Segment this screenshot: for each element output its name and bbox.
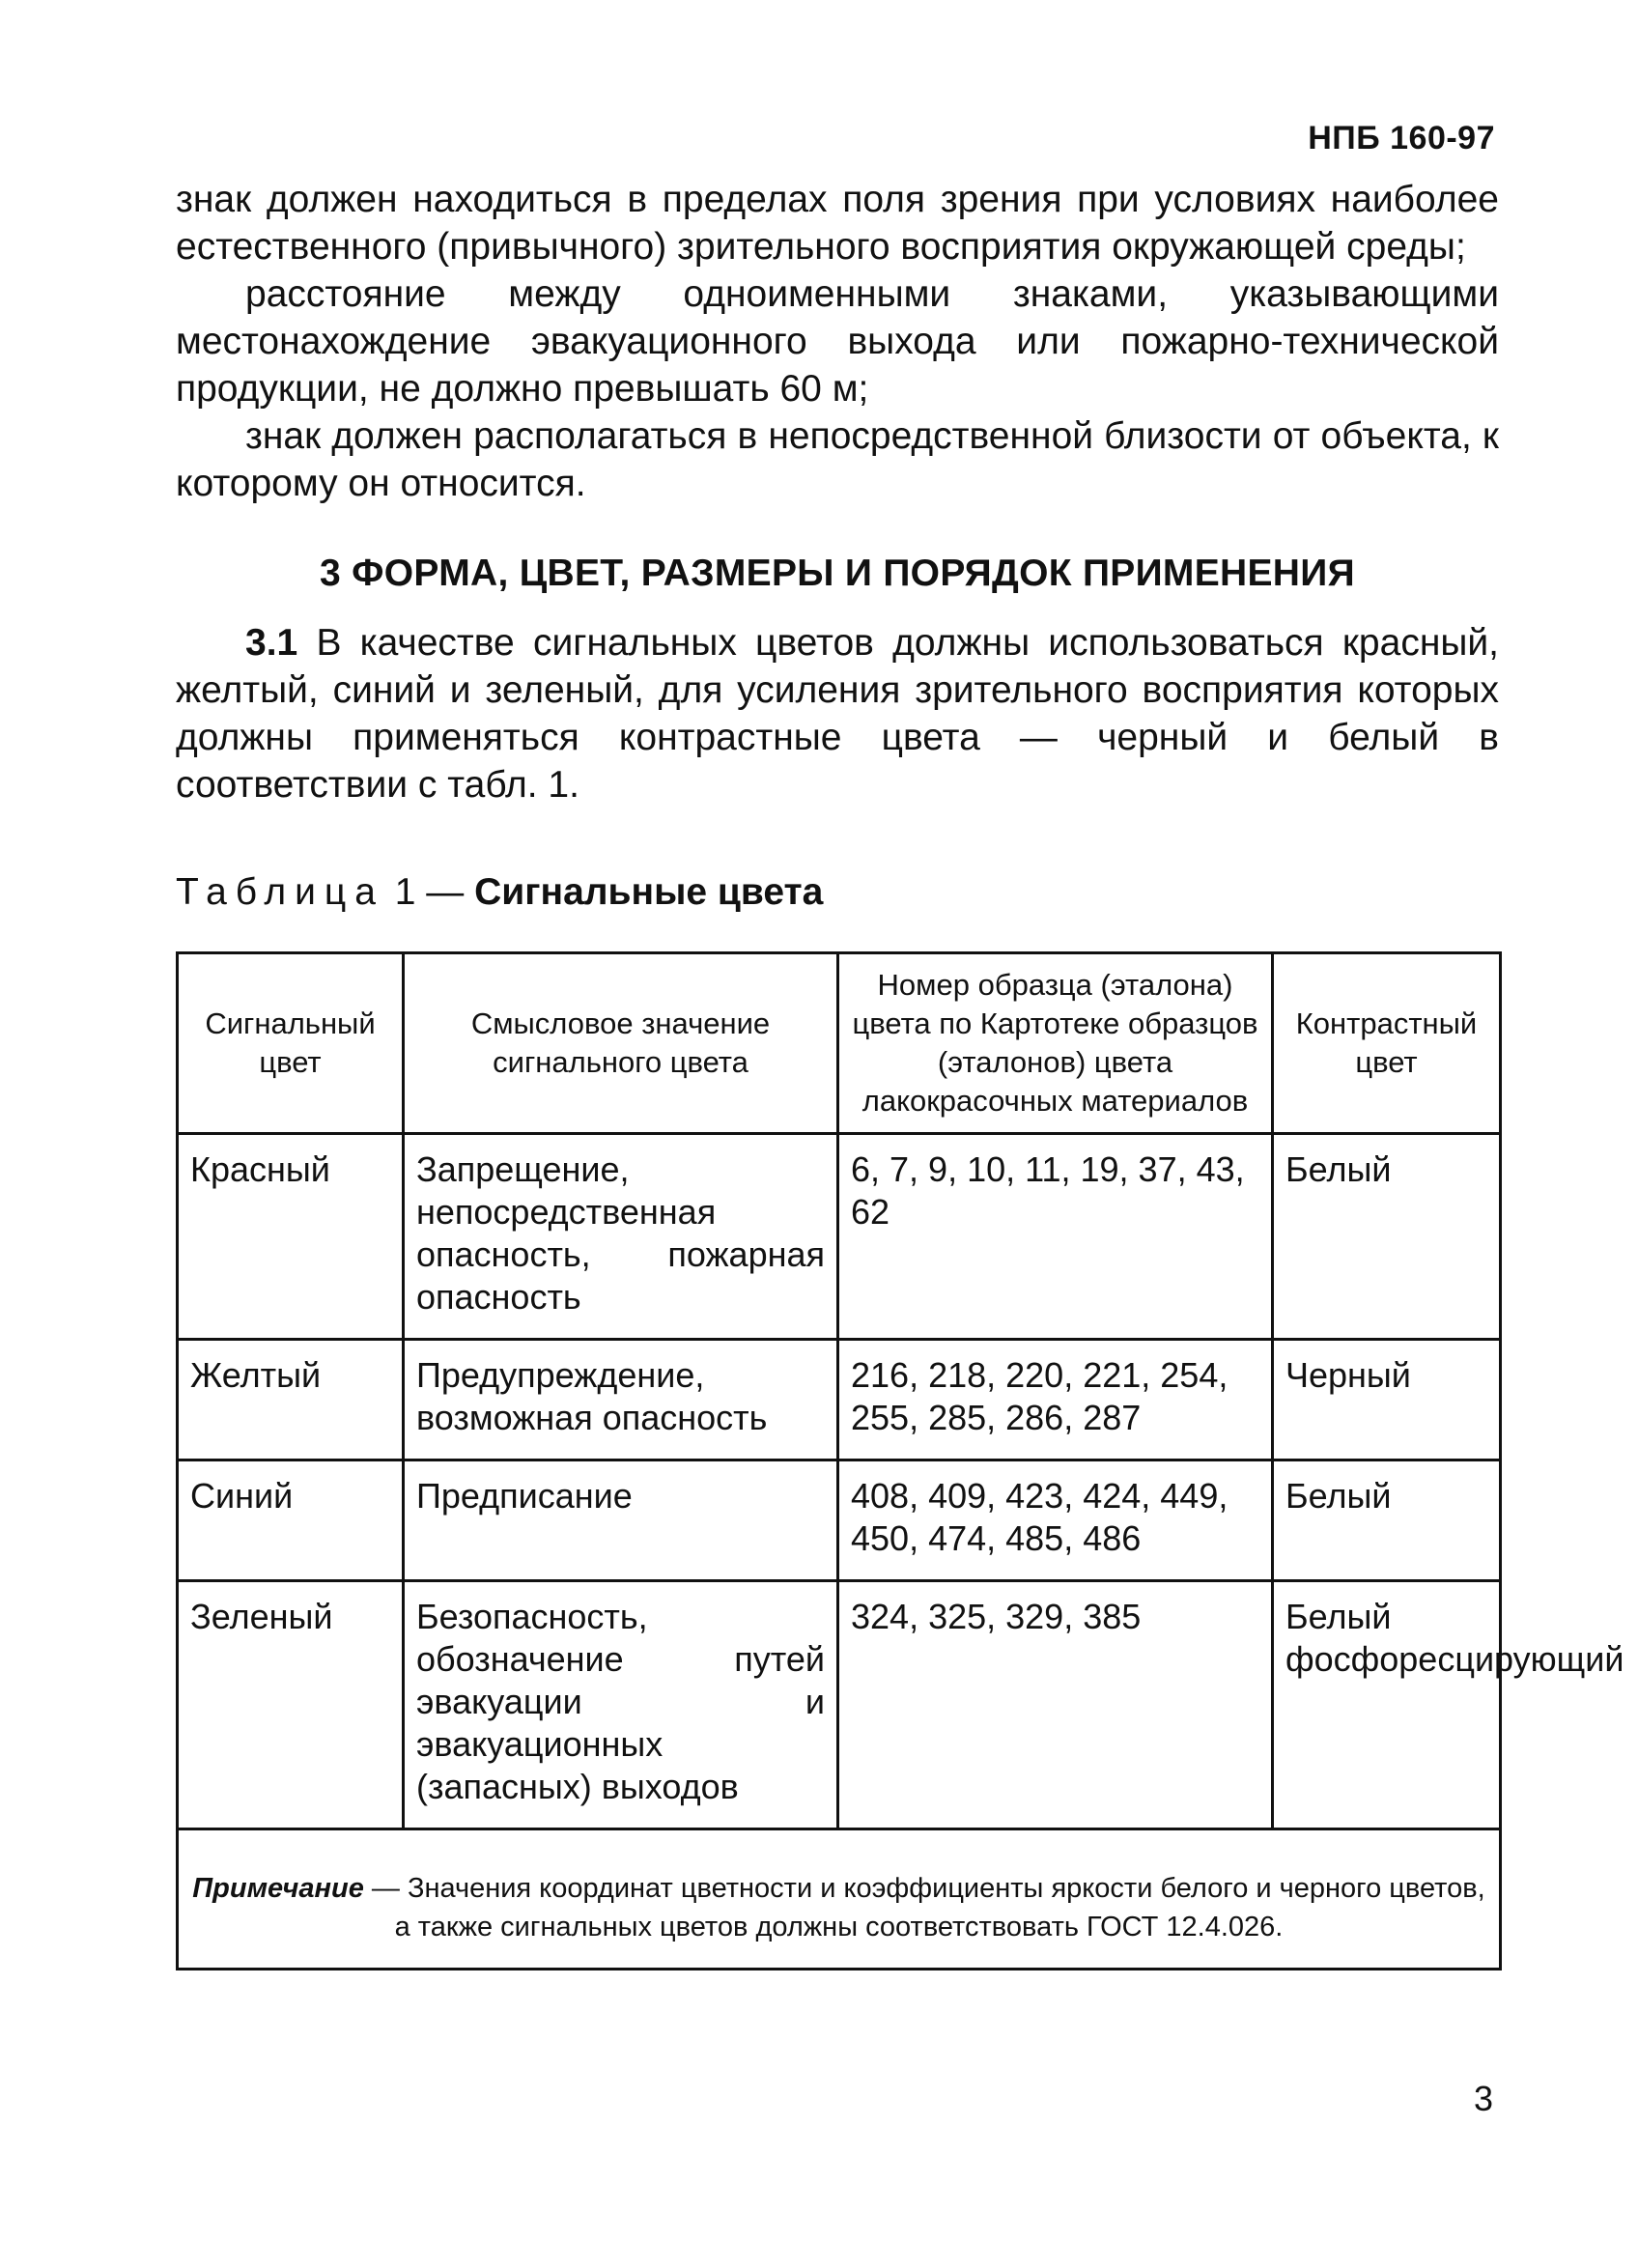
cell-contrast-color: Белый <box>1273 1460 1501 1581</box>
note-text: — Значения координат цветности и коэффициенты яркости белого и черного цветов, а также сигнальных цветов должны соответствовать ГОСТ 12.4.026. <box>371 1873 1485 1942</box>
cell-signal-color: Красный <box>178 1134 404 1340</box>
table-caption-label: Таблица <box>176 871 384 913</box>
cell-sample-numbers: 216, 218, 220, 221, 254, 255, 285, 286, 287 <box>838 1340 1273 1460</box>
cell-sample-numbers: 408, 409, 423, 424, 449, 450, 474, 485, 486 <box>838 1460 1273 1581</box>
table-caption-number: 1 — <box>394 871 465 913</box>
cell-sample-numbers: 6, 7, 9, 10, 11, 19, 37, 43, 62 <box>838 1134 1273 1340</box>
table-row <box>178 1581 1501 1829</box>
signal-colors-table <box>176 951 1624 1970</box>
cell-contrast-color: Белый <box>1273 1134 1501 1340</box>
cell-meaning: Запрещение, непосредственная опасность, пожарная опасность <box>404 1134 838 1340</box>
cell-signal-color: Желтый <box>178 1340 404 1460</box>
cell-contrast-color: Белый фосфоресцирующий <box>1273 1581 1501 1829</box>
intro-paragraph-2: расстояние между одноименными знаками, указывающими местонахождение эвакуационного выхода или пожарно-технической продукции, не должно превышать 60 м; <box>176 273 1499 410</box>
table-note <box>178 1829 1501 1970</box>
table-header-row <box>178 953 1501 1134</box>
section-title: 3 ФОРМА, ЦВЕТ, РАЗМЕРЫ И ПОРЯДОК ПРИМЕНЕНИЯ <box>320 553 1355 594</box>
header-meaning: Смысловое значение сигнального цвета <box>404 953 838 1134</box>
paragraph-3-1 <box>176 619 1499 808</box>
table-note-row <box>178 1829 1501 1970</box>
table-caption <box>176 868 1499 917</box>
page-content <box>176 176 1624 1970</box>
header-sample-number: Номер образца (эталона) цвета по Картотеке образцов (эталонов) цвета лакокрасочных материалов <box>838 953 1273 1134</box>
cell-meaning: Предписание <box>404 1460 838 1581</box>
cell-sample-numbers: 324, 325, 329, 385 <box>838 1581 1273 1829</box>
note-label: Примечание <box>192 1873 364 1904</box>
header-signal-color: Сигнальный цвет <box>178 953 404 1134</box>
intro-paragraph-3: знак должен располагаться в непосредственной близости от объекта, к которому он относится. <box>176 415 1499 504</box>
paragraph-text: В качестве сигнальных цветов должны использоваться красный, желтый, синий и зеленый, для усиления зрительного восприятия которых должны применяться контрастные цвета — черный и белый в соответствии с табл. 1. <box>176 622 1500 806</box>
paragraph-number: 3.1 <box>245 622 298 664</box>
table-row <box>178 1340 1501 1460</box>
cell-signal-color: Синий <box>178 1460 404 1581</box>
intro-paragraph-1: знак должен находиться в пределах поля зрения при условиях наиболее естественного (привычного) зрительного восприятия окружающей среды; <box>176 179 1499 268</box>
document-code: НПБ 160-97 <box>1308 120 1495 156</box>
table-row <box>178 1134 1501 1340</box>
header-contrast-color: Контрастный цвет <box>1273 953 1501 1134</box>
table-row <box>178 1460 1501 1581</box>
intro-text <box>176 176 1499 507</box>
cell-signal-color: Зеленый <box>178 1581 404 1829</box>
page-number: 3 <box>1473 2079 1493 2118</box>
cell-meaning: Предупреждение, возможная опасность <box>404 1340 838 1460</box>
cell-contrast-color: Черный <box>1273 1340 1501 1460</box>
table-caption-title: Сигнальные цвета <box>474 871 824 913</box>
cell-meaning: Безопасность, обозначение путей эвакуации и эвакуационных (запасных) выходов <box>404 1581 838 1829</box>
